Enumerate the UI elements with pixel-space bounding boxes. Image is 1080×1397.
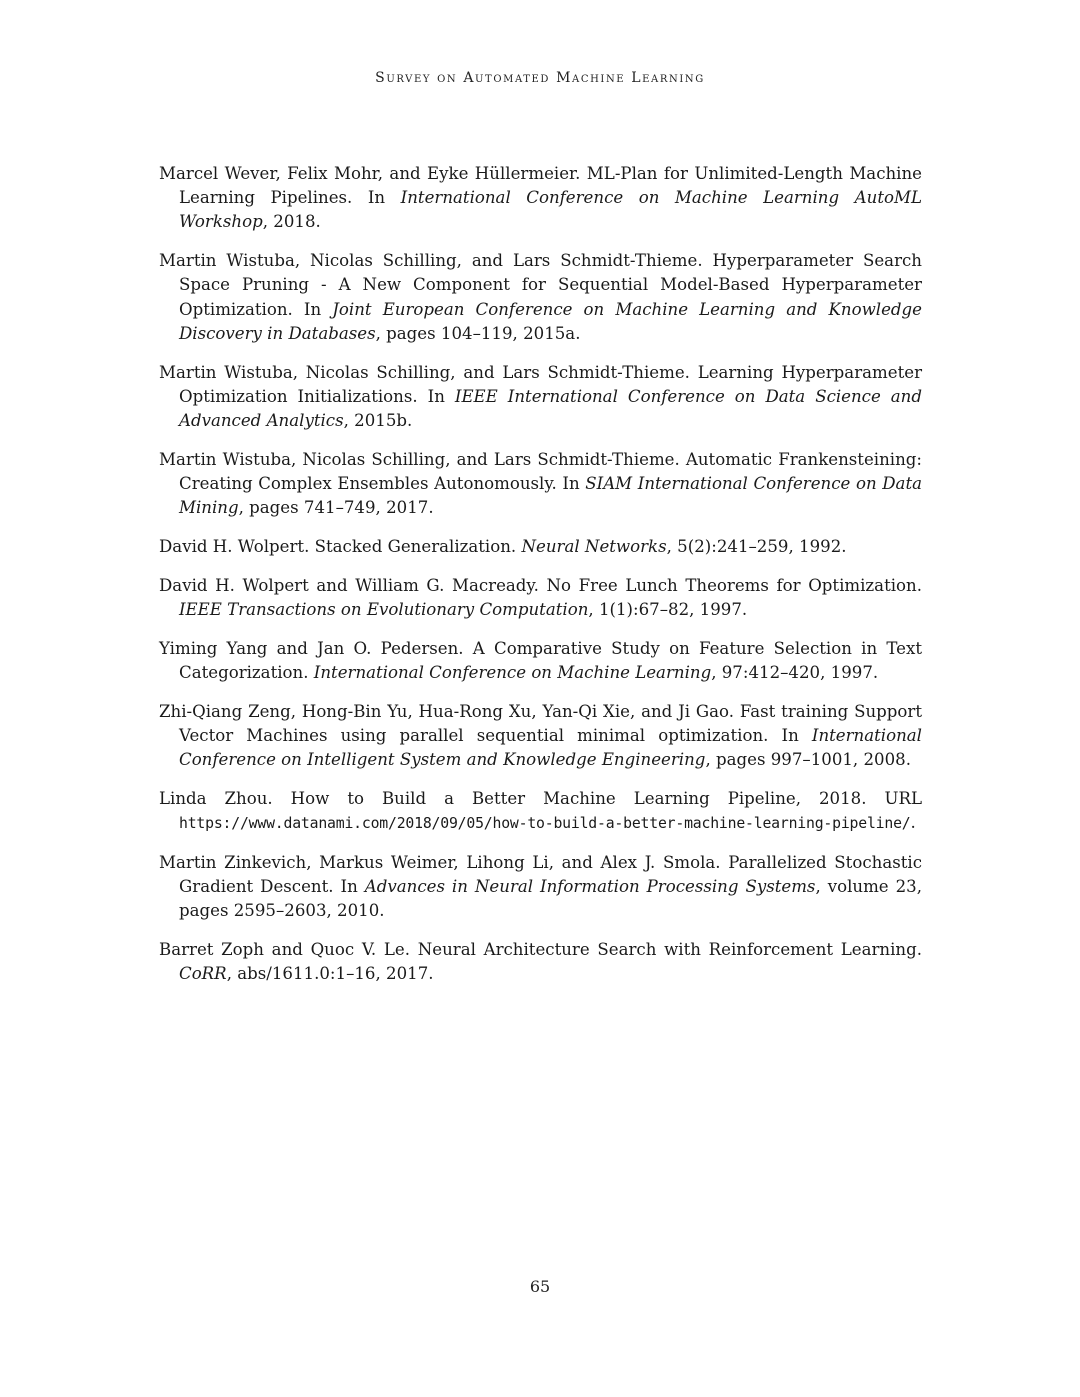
reference-details: , volume 23, pages 2595–2603, 2010. (179, 877, 922, 921)
reference-text: Marcel Wever, Felix Mohr, and Eyke Hüllermeier. ML-Plan for Unlimited-Length Machine Learning Pipelines. In (159, 164, 922, 208)
reference-entry (159, 448, 922, 521)
reference-text: Yiming Yang and Jan O. Pedersen. A Comparative Study on Feature Selection in Text Categorization. (159, 638, 922, 683)
reference-details: , 2018. (262, 212, 321, 232)
reference-entry (159, 535, 922, 559)
reference-details: , pages 997–1001, 2008. (705, 750, 911, 770)
reference-text: Martin Wistuba, Nicolas Schilling, and Lars Schmidt-Thieme. Learning Hyperparameter Optimization Initializations. In (159, 362, 922, 406)
reference-details: , 97:412–420, 1997. (711, 663, 879, 683)
reference-entry (159, 574, 922, 622)
reference-venue: CoRR (179, 964, 227, 984)
reference-entry (159, 700, 922, 773)
reference-text: Linda Zhou. How to Build a Better Machine Learning Pipeline, 2018. URL (159, 789, 922, 809)
reference-text: Martin Wistuba, Nicolas Schilling, and Lars Schmidt-Thieme. Automatic Frankensteining: Creating Complex Ensembles Autonomously. In (159, 449, 922, 494)
page-number: 65 (529, 1277, 551, 1296)
reference-venue: Advances in Neural Information Processing Systems (364, 877, 816, 897)
reference-venue: SIAM International Conference on Data Mining (179, 474, 923, 518)
reference-entry (159, 851, 922, 924)
reference-entry (159, 162, 922, 235)
reference-venue: IEEE International Conference on Data Science and Advanced Analytics (179, 386, 922, 431)
reference-venue: IEEE Transactions on Evolutionary Computation (179, 600, 589, 620)
reference-venue: International Conference on Machine Learning (313, 663, 712, 683)
reference-details: , pages 741–749, 2017. (238, 498, 434, 518)
reference-venue: Joint European Conference on Machine Learning and Knowledge Discovery in Databases (179, 299, 922, 343)
reference-venue: Neural Networks (521, 537, 667, 557)
bibliography-list (159, 162, 922, 1001)
reference-details: , pages 104–119, 2015a. (375, 323, 581, 343)
reference-entry (159, 938, 922, 986)
reference-entry (159, 787, 922, 836)
reference-entry (159, 637, 922, 685)
reference-text: Zhi-Qiang Zeng, Hong-Bin Yu, Hua-Rong Xu, Yan-Qi Xie, and Ji Gao. Fast training Support Vector Machines using parallel sequential minimal optimization. In (159, 701, 922, 746)
reference-venue: International Conference on Machine Learning AutoML Workshop (179, 188, 922, 232)
reference-venue: International Conference on Intelligent System and Knowledge Engineering (179, 726, 922, 770)
reference-details: , 1(1):67–82, 1997. (588, 600, 748, 620)
reference-text: Martin Wistuba, Nicolas Schilling, and Lars Schmidt-Thieme. Hyperparameter Search Space Pruning - A New Component for Sequential Model-Based Hyperparameter Optimization. In (159, 251, 922, 319)
reference-text: David H. Wolpert and William G. Macready. No Free Lunch Theorems for Optimization. (159, 575, 922, 595)
reference-url-link[interactable]: https://www.datanami.com/2018/09/05/how-to-build-a-better-machine-learning-pipeline/ (179, 815, 911, 833)
reference-details: , 5(2):241–259, 1992. (666, 537, 847, 557)
running-title: Survey on Automated Machine Learning (375, 70, 705, 86)
reference-text: Martin Zinkevich, Markus Weimer, Lihong Li, and Alex J. Smola. Parallelized Stochastic Gradient Descent. In (159, 853, 922, 897)
reference-details: . (910, 813, 916, 833)
reference-entry (159, 249, 922, 346)
reference-text: David H. Wolpert. Stacked Generalization. (159, 537, 522, 557)
reference-entry (159, 361, 922, 434)
reference-text: Barret Zoph and Quoc V. Le. Neural Architecture Search with Reinforcement Learning. (159, 940, 922, 960)
reference-details: , abs/1611.0:1–16, 2017. (226, 964, 434, 984)
reference-details: , 2015b. (343, 411, 413, 431)
